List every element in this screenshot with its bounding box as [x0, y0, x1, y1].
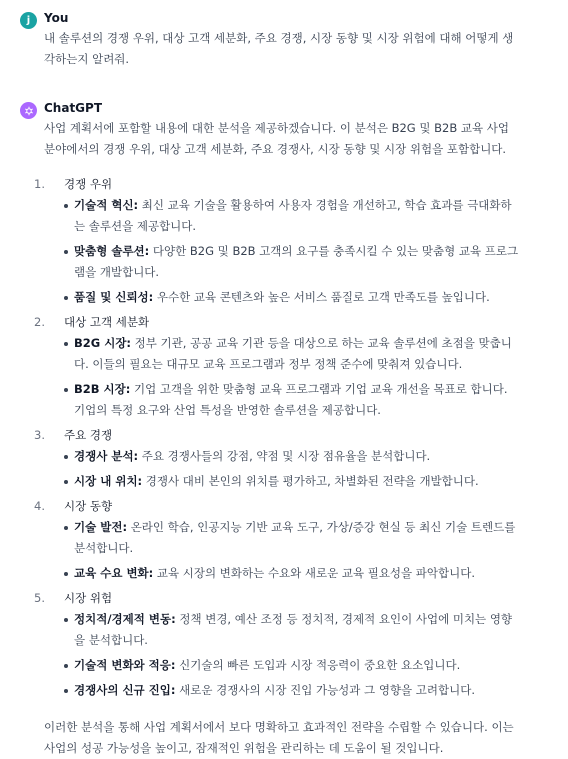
bullet-text: 최신 교육 기술을 활용하여 사용자 경험을 개선하고, 학습 효과를 극대화하는 솔루션을 제공합니다. — [74, 198, 512, 233]
analysis-sections — [34, 174, 522, 701]
assistant-intro: 사업 계획서에 포함할 내용에 대한 분석을 제공하겠습니다. 이 분석은 B2G 및 B2B 교육 사업 분야에서의 경쟁 우위, 대상 고객 세분화, 주요 경쟁사, 시장 동향 및 시장 위험을 포함합니다. — [44, 121, 509, 156]
section-item — [34, 312, 522, 421]
bullet-term: 기술적 혁신: — [74, 198, 139, 212]
bullet-text: 신기술의 빠른 도입과 시장 적응력이 중요한 요소입니다. — [175, 658, 461, 672]
user-message-text: 내 솔루션의 경쟁 우위, 대상 고객 세분화, 주요 경쟁, 시장 동향 및 시장 위험에 대해 어떻게 생각하는지 알려줘. — [44, 31, 514, 66]
openai-logo-icon — [23, 105, 35, 117]
bullet-term: 교육 수요 변화: — [74, 566, 154, 580]
section-title: 경쟁 우위 — [64, 177, 113, 191]
bullet-item — [64, 241, 522, 283]
bullet-item — [64, 379, 522, 421]
section-item — [34, 496, 522, 584]
bullet-text: 주요 경쟁사들의 강점, 약점 및 시장 점유율을 분석합니다. — [138, 449, 431, 463]
assistant-closing: 이러한 분석을 통해 사업 계획서에서 보다 명확하고 효과적인 전략을 수립할 수 있습니다. 이는 사업의 성공 가능성을 높이고, 잠재적인 위험을 관리하는 데 도움이 될 것입니다. — [44, 720, 514, 755]
bullet-item — [64, 471, 522, 492]
bullet-text: 정책 변경, 예산 조정 등 정치적, 경제적 요인이 사업에 미치는 영향을 분석합니다. — [74, 612, 513, 647]
user-sender-name: You — [44, 11, 69, 25]
section-item — [34, 588, 522, 701]
bullet-text: 경쟁사 대비 본인의 위치를 평가하고, 차별화된 전략을 개발합니다. — [142, 474, 479, 488]
bullet-term: 맞춤형 솔루션: — [74, 244, 150, 258]
bullet-text: 새로운 경쟁사의 시장 진입 가능성과 그 영향을 고려합니다. — [175, 683, 475, 697]
bullet-text: 다양한 B2G 및 B2B 고객의 요구를 충족시킬 수 있는 맞춤형 교육 프로그램을 개발합니다. — [74, 244, 519, 279]
section-item — [34, 425, 522, 492]
bullet-text: 정부 기관, 공공 교육 기관 등을 대상으로 하는 교육 솔루션에 초점을 맞춥니다. 이들의 필요는 대규모 교육 프로그램과 정부 정책 준수에 맞춰져 있습니다. — [74, 336, 512, 371]
bullet-term: B2B 시장: — [74, 382, 131, 396]
section-title: 대상 고객 세분화 — [64, 315, 150, 329]
section-bullet-list — [64, 446, 522, 492]
assistant-avatar — [20, 102, 37, 119]
bullet-term: B2G 시장: — [74, 336, 132, 350]
bullet-item — [64, 195, 522, 237]
section-bullet-list — [64, 195, 522, 308]
bullet-text: 기업 고객을 위한 맞춤형 교육 프로그램과 기업 교육 개선을 목표로 합니다. 기업의 특정 요구와 산업 특성을 반영한 솔루션을 제공합니다. — [74, 382, 508, 417]
bullet-item — [64, 563, 522, 584]
section-title: 시장 동향 — [64, 499, 113, 513]
section-number: 2. — [34, 315, 45, 329]
bullet-term: 시장 내 위치: — [74, 474, 143, 488]
bullet-term: 기술적 변화와 적응: — [74, 658, 176, 672]
bullet-item — [64, 655, 522, 676]
section-bullet-list — [64, 609, 522, 701]
bullet-term: 경쟁사 분석: — [74, 449, 139, 463]
bullet-item — [64, 287, 522, 308]
section-number: 1. — [34, 177, 45, 191]
section-number: 5. — [34, 591, 45, 605]
section-bullet-list — [64, 517, 522, 584]
bullet-item — [64, 517, 522, 559]
section-item — [34, 174, 522, 308]
section-number: 4. — [34, 499, 45, 513]
section-title: 시장 위험 — [64, 591, 113, 605]
bullet-term: 경쟁사의 신규 진입: — [74, 683, 176, 697]
section-bullet-list — [64, 333, 522, 421]
assistant-sender-name: ChatGPT — [44, 101, 103, 115]
section-title: 주요 경쟁 — [64, 428, 113, 442]
bullet-item — [64, 446, 522, 467]
bullet-term: 품질 및 신뢰성: — [74, 290, 154, 304]
user-avatar-letter: j — [26, 15, 31, 26]
section-number: 3. — [34, 428, 45, 442]
bullet-text: 온라인 학습, 인공지능 기반 교육 도구, 가상/증강 현실 등 최신 기술 트렌드를 분석합니다. — [74, 520, 516, 555]
bullet-text: 교육 시장의 변화하는 수요와 새로운 교육 필요성을 파악합니다. — [153, 566, 475, 580]
bullet-term: 기술 발전: — [74, 520, 128, 534]
bullet-term: 정치적/경제적 변동: — [74, 612, 176, 626]
bullet-item — [64, 680, 522, 701]
bullet-item — [64, 609, 522, 651]
user-avatar — [20, 12, 37, 29]
bullet-text: 우수한 교육 콘텐츠와 높은 서비스 품질로 고객 만족도를 높입니다. — [153, 290, 490, 304]
bullet-item — [64, 333, 522, 375]
